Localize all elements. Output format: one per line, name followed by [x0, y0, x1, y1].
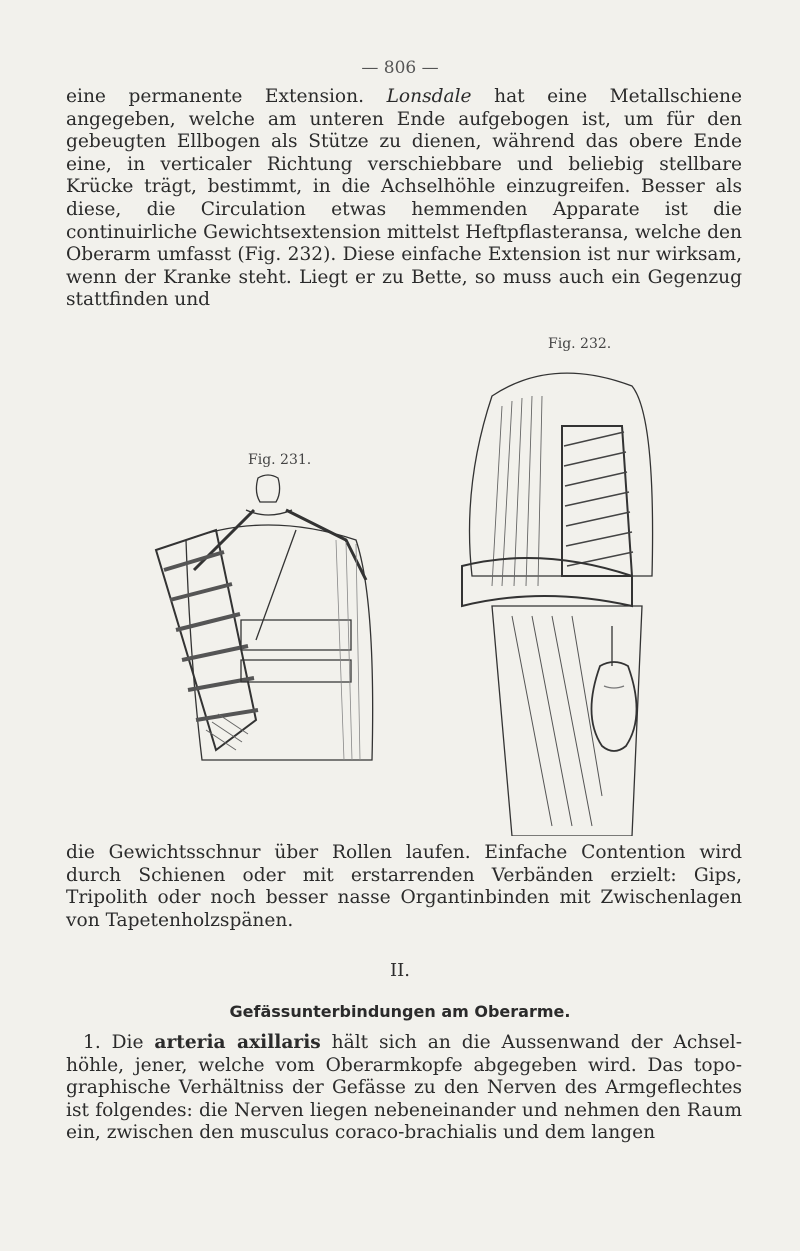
paragraph-lonsdale-extension: [66, 86, 742, 312]
section-number: II.: [390, 960, 410, 981]
author-name: Lonsdale: [386, 86, 472, 107]
paragraph-contention: die Gewichtsschnur über Rollen laufen. Einfache Contention wird durch Schienen oder mit erstarrenden Verbänden erzielt: Gips, Tripolith oder noch besser nasse Organtinbinden mit Zwischenlagen von Tapetenholzspänen.: [66, 842, 742, 931]
paragraph-arteria-axillaris: [66, 1032, 742, 1145]
section-title: Gefässunterbindungen am Oberarme.: [229, 1002, 571, 1021]
figure-231-caption: Fig. 231.: [248, 452, 312, 468]
paragraph-text: eine permanente Extension.: [66, 86, 365, 107]
figure-231-illustration: [146, 470, 396, 770]
paragraph-text: hat eine Metallschiene angegeben, welche am unteren Ende aufgebogen ist, um für den gebeugten Ellbogen als Stütze zu dienen, während das obere Ende eine, in verticaler Richtung verschiebbare und beliebig stellbare Krücke trägt, bestimmt, in die Achselhöhle einzugreifen. Besser als diese, die Circulation etwas hemmenden Apparate ist die continuirliche Gewichtsextension mittelst Heftpflasteransa, welche den Oberarm umfasst (Fig. 232). Diese einfache Extension ist nur wirksam, wenn der Kranke steht. Liegt er zu Bette, so muss auch ein Gegenzug stattfinden und: [66, 86, 742, 311]
paragraph-text: 1. Die: [83, 1032, 144, 1053]
page-number: — 806 —: [361, 58, 439, 78]
figure-232-illustration: [452, 356, 672, 836]
paragraph-text: hält sich an die Aussenwand der Achselhöhle, jener, welche vom Oberarmkopfe abgegeben wird. Das topographische Verhältniss der Gefässe zu den Nerven des Armgeflechtes ist folgendes: die Nerven liegen nebeneinander und nehmen den Raum ein, zwischen den musculus coraco-brachialis und dem langen: [66, 1032, 743, 1144]
figure-232-caption: Fig. 232.: [548, 336, 612, 352]
latin-term: arteria axillaris: [154, 1032, 321, 1053]
